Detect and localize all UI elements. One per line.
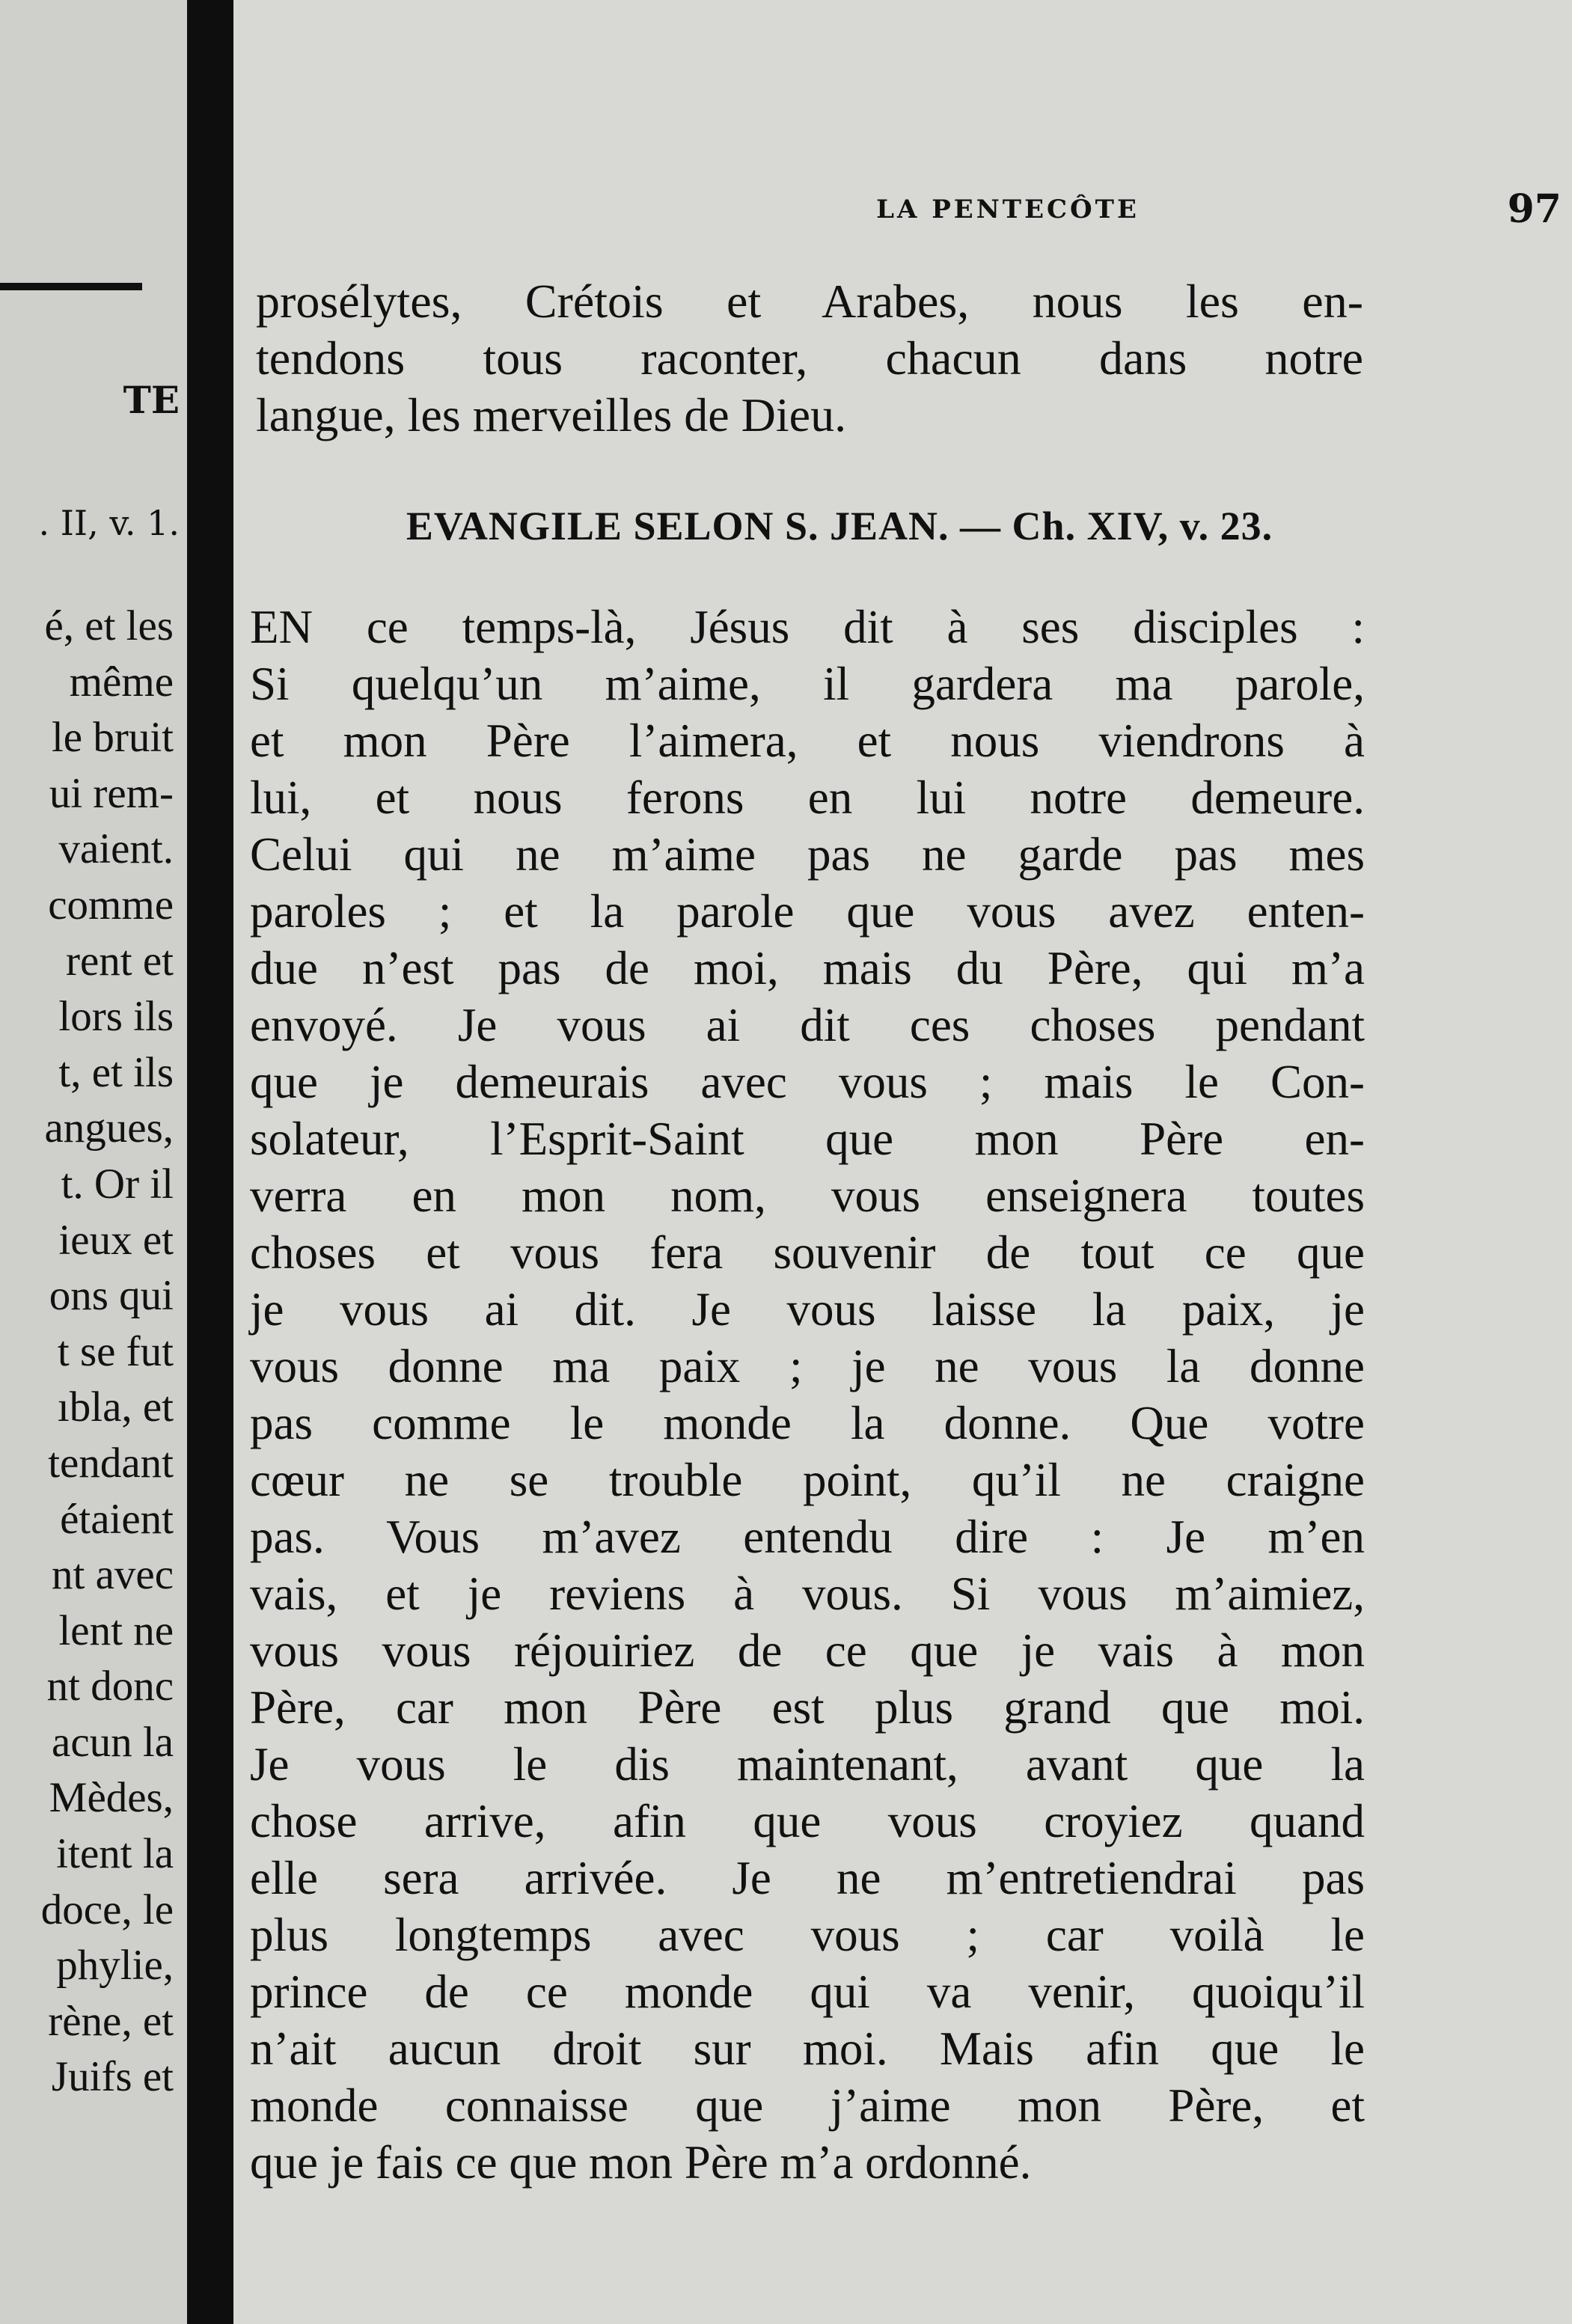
text-line: chose arrive, afin que vous croyiez quand [250, 1795, 1365, 1847]
text-line: é, et les [44, 602, 174, 649]
text-line: Juifs et [51, 2053, 174, 2101]
text-line: verra en mon nom, vous enseignera toutes [250, 1169, 1365, 1222]
text-line: choses et vous fera souvenir de tout ce que [250, 1226, 1365, 1279]
text-line: ons qui [49, 1272, 174, 1320]
text-line: Je vous le dis maintenant, avant que la [250, 1738, 1365, 1791]
text-line: elle sera arrivée. Je ne m’entretiendrai pas [250, 1852, 1365, 1904]
text-line: paroles ; et la parole que vous avez enten- [250, 885, 1365, 938]
text-line: Si quelqu’un m’aime, il gardera ma parole, [250, 658, 1365, 710]
section-rule [0, 283, 142, 290]
facing-page-heading: TE [123, 378, 180, 422]
text-line: n’ait aucun droit sur moi. Mais afin que le [250, 2022, 1365, 2075]
text-line: plus longtemps avec vous ; car voilà le [250, 1909, 1365, 1961]
text-line: acun la [52, 1718, 174, 1766]
text-line: angues, [44, 1104, 174, 1152]
text-line: pas. Vous m’avez entendu dire : Je m’en [250, 1511, 1365, 1563]
text-line: même [69, 658, 174, 706]
text-line: monde connaisse que j’aime mon Père, et [250, 2079, 1365, 2132]
text-line: phylie, [56, 1942, 174, 1990]
main-page [233, 0, 1572, 2324]
text-line: langue, les merveilles de Dieu. [256, 388, 847, 441]
text-line: lent ne [58, 1606, 174, 1654]
text-line: et mon Père l’aimera, et nous viendrons à [250, 715, 1365, 767]
text-line: t se fut [57, 1327, 174, 1375]
facing-page-fragment [0, 0, 187, 2324]
text-line: rent et [65, 937, 174, 985]
text-line: EN ce temps-là, Jésus dit à ses disciples : [250, 601, 1365, 653]
text-line: ieux et [58, 1216, 174, 1264]
text-line: itent la [56, 1830, 174, 1878]
text-line: ui rem- [49, 769, 174, 817]
text-line: cœur ne se trouble point, qu’il ne craigne [250, 1454, 1365, 1506]
text-line: nt donc [46, 1663, 174, 1710]
running-head [641, 187, 1572, 232]
gospel-heading: EVANGILE SELON S. JEAN. — Ch. XIV, v. 23. [406, 504, 1273, 548]
text-line: vous vous réjouiriez de ce que je vais à mon [250, 1624, 1365, 1677]
facing-page-reference: . II, v. 1. [38, 503, 180, 543]
continued-paragraph [256, 273, 1363, 444]
text-line: doce, le [40, 1886, 174, 1933]
text-line: prosélytes, Crétois et Arabes, nous les en- [256, 275, 1363, 328]
facing-page-text [0, 599, 174, 2106]
text-line: que je demeurais avec vous ; mais le Con- [250, 1056, 1365, 1108]
text-line: vous donne ma paix ; je ne vous la donne [250, 1340, 1365, 1392]
book-gutter [187, 0, 233, 2324]
text-line: solateur, l’Esprit-Saint que mon Père en- [250, 1113, 1365, 1165]
text-line: comme [48, 881, 174, 929]
text-line: Père, car mon Père est plus grand que moi. [250, 1681, 1365, 1734]
text-line: tendant [48, 1439, 174, 1487]
text-line: Mèdes, [49, 1774, 174, 1822]
text-line: rène, et [48, 1997, 174, 2045]
text-line: Celui qui ne m’aime pas ne garde pas mes [250, 828, 1365, 881]
text-line: nt avec [52, 1551, 174, 1599]
text-line: t. Or il [61, 1160, 174, 1208]
text-line: vais, et je reviens à vous. Si vous m’aimiez, [250, 1568, 1365, 1620]
text-line: pas comme le monde la donne. Que votre [250, 1397, 1365, 1449]
text-line: prince de ce monde qui va venir, quoiqu’il [250, 1966, 1365, 2018]
text-line: lui, et nous ferons en lui notre demeure. [250, 771, 1365, 824]
running-title: LA PENTECÔTE [876, 195, 1140, 224]
text-line: envoyé. Je vous ai dit ces choses pendant [250, 999, 1365, 1051]
text-line: ıbla, et [57, 1383, 174, 1431]
text-line: que je fais ce que mon Père m’a ordonné. [250, 2136, 1032, 2189]
text-line: je vous ai dit. Je vous laisse la paix, je [250, 1283, 1365, 1336]
text-line: vaient. [58, 825, 174, 873]
page-number: 97 [1507, 186, 1562, 232]
gospel-paragraph [250, 599, 1365, 2191]
text-line: étaient [60, 1495, 174, 1543]
text-line: due n’est pas de moi, mais du Père, qui m’a [250, 942, 1365, 994]
text-line: t, et ils [58, 1048, 174, 1096]
text-line: le bruit [51, 714, 174, 762]
text-line: tendons tous raconter, chacun dans notre [256, 331, 1363, 385]
text-line: lors ils [58, 993, 174, 1041]
